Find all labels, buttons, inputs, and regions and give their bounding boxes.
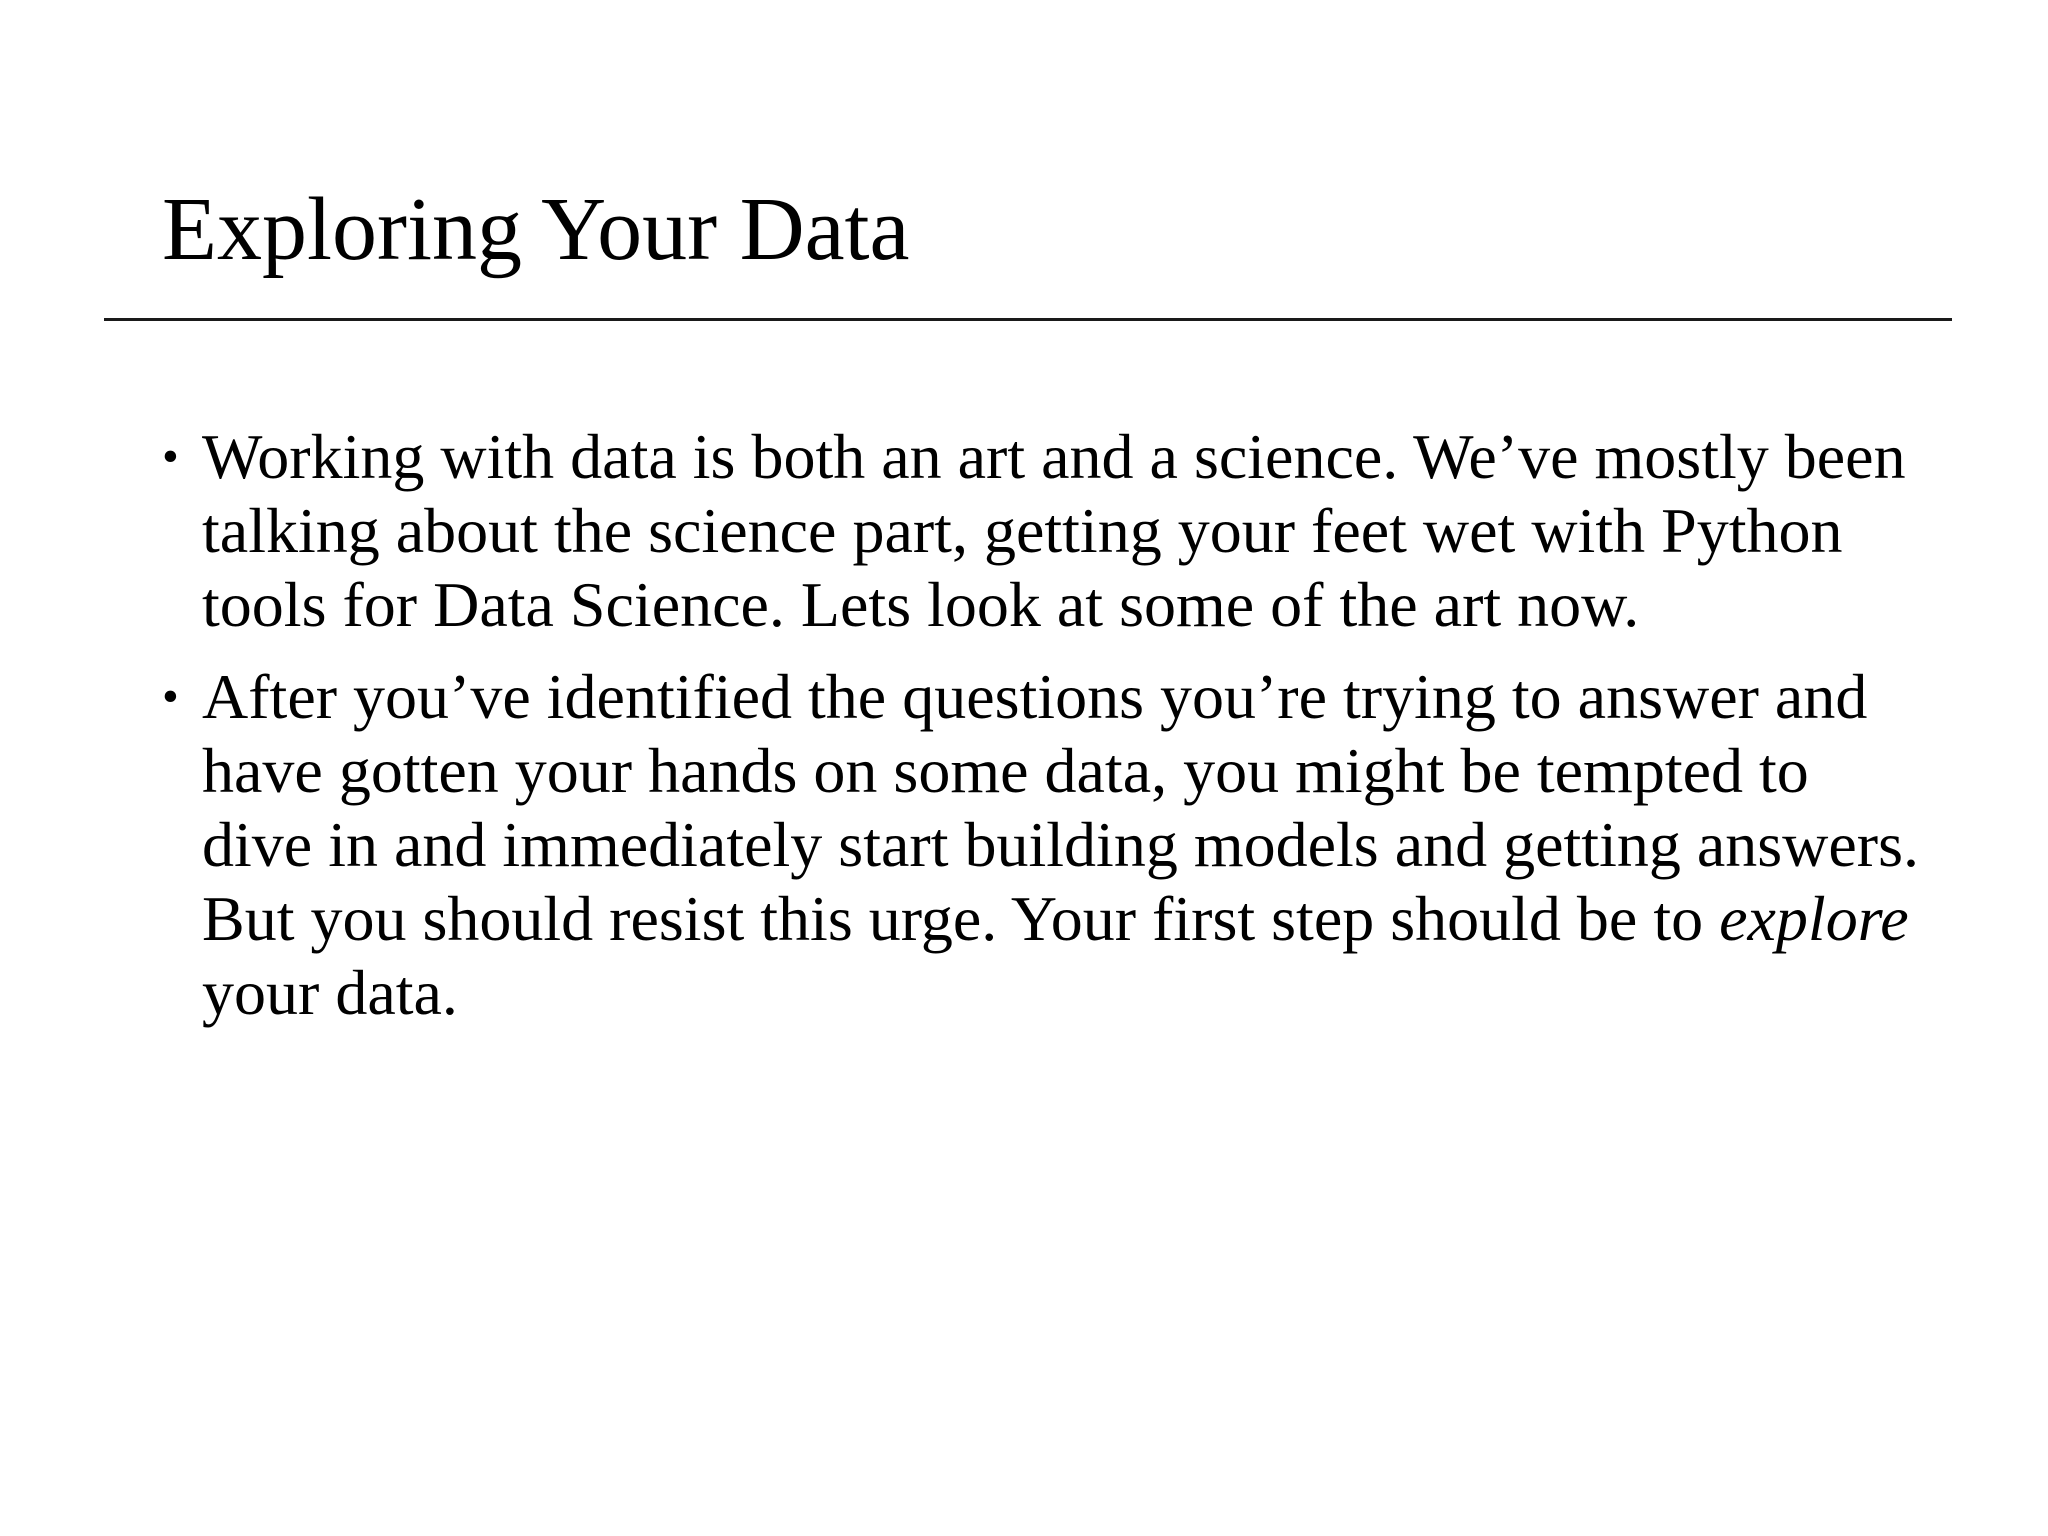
slide-title: Exploring Your Data bbox=[162, 180, 910, 279]
bullet-text-2-after: your data. bbox=[202, 957, 458, 1028]
bullet-icon: • bbox=[162, 430, 179, 483]
bullet-icon: • bbox=[162, 670, 179, 723]
bullet-text-2-before: After you’ve identified the questions you’re trying to answer and have gotten your hands on some data, you might be tempted to dive in and immediately start building models and getting answers. But you should resist this urge. Your first step should be to bbox=[202, 661, 1919, 954]
bullet-text-2 bbox=[202, 661, 1919, 1028]
title-divider bbox=[104, 318, 1952, 321]
bullet-text-2-emphasis: explore bbox=[1719, 883, 1909, 954]
bullet-text-1: Working with data is both an art and a science. We’ve mostly been talking about the science part, getting your feet wet with Python tools for Data Science. Lets look at some of the art now. bbox=[202, 421, 1906, 640]
bullet-item-2 bbox=[160, 660, 1930, 1030]
bullet-item-1 bbox=[160, 420, 1930, 642]
bullet-list bbox=[160, 420, 1930, 1048]
